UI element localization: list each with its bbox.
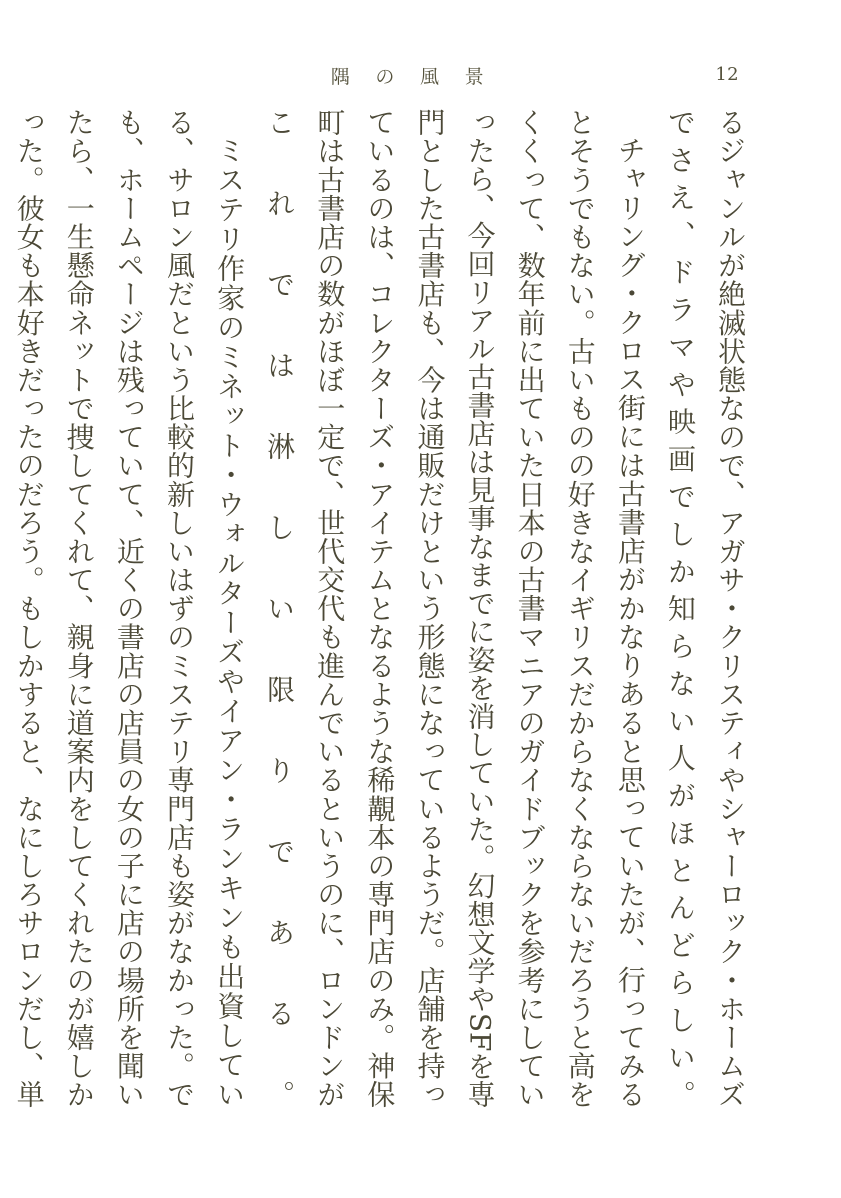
running-title: 隅の風景	[330, 66, 510, 88]
paragraph-1: るジャンルが絶滅状態なので、アガサ・クリスティやシャーロック・ホームズでさえ、ドラマや映画でしか知らない人がほとんどらしい。	[663, 108, 747, 1109]
page-number: 12	[715, 64, 739, 85]
paragraph-3: ミステリ作家のミネット・ウォルターズやイアン・ランキンも出資している、サロン風だという比較的新しいはずのミステリ専門店も姿がなかった。でも、ホームページは残っていて、近くの書店の店員の女の子に店の場所を聞いたら、一生懸命ネットで捜してくれて、親身に道案内をしてくれたのが嬉しかった。彼女も本好きだったのだろう。もしかすると、なにしろサロンだし、単	[12, 108, 247, 1109]
paragraph-2: チャリング・クロス街には古書店がかなりあると思っていたが、行ってみるとそうでもない。古いものの好きなイギリスだからなくならないだろうと高をくくって、数年前に出ていた日本の古書マニアのガイドブックを参考にしていったら、今回リアル古書店は見事なまでに姿を消していた。幻想文学やSFを専門とした古書店も、今は通販だけという形態になっているようだ。店舗を持っているのは、コレクターズ・アイテムとなるような稀覯本の専門店のみ。神保町は古書店の数がほぼ一定で、世代交代も進んでいるというのに、ロンドンがこれでは淋しい限りである。	[263, 108, 647, 1108]
vertical-text-body	[12, 108, 755, 1109]
